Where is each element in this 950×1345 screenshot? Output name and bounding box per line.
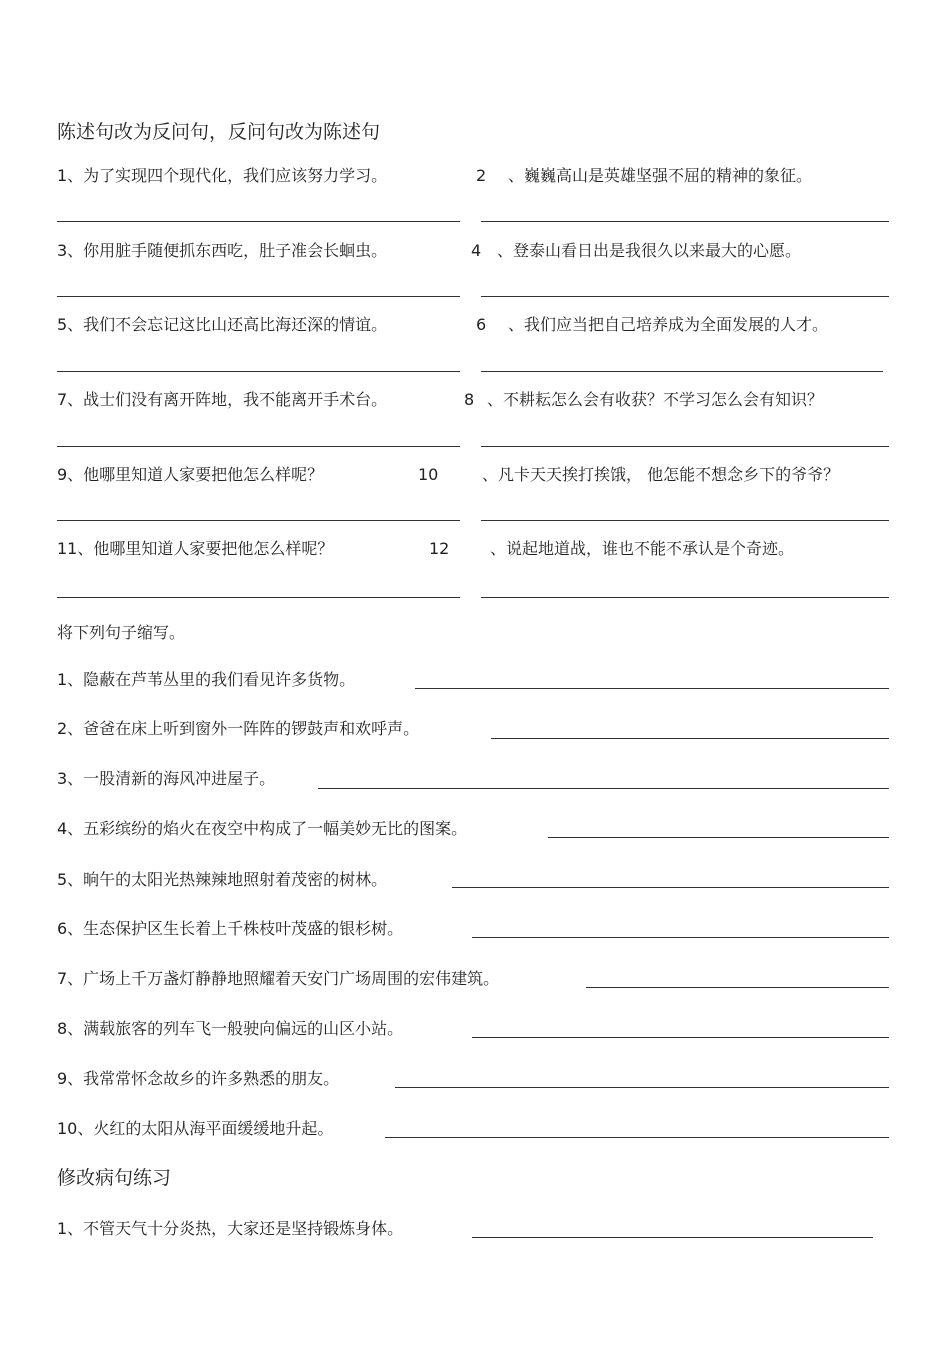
sentence-text: 5、晌午的太阳光热辣辣地照射着茂密的树林。 xyxy=(57,870,388,889)
question-text: 、巍巍高山是英雄坚强不屈的精神的象征。 xyxy=(508,166,813,185)
answer-line[interactable] xyxy=(57,597,460,598)
section-heading: 将下列句子缩写。 xyxy=(57,623,186,642)
question-text: 7、战士们没有离开阵地，我不能离开手术台。 xyxy=(57,390,388,409)
answer-line[interactable] xyxy=(57,296,460,297)
answer-line[interactable] xyxy=(491,738,889,739)
answer-line[interactable] xyxy=(57,371,460,372)
answer-line[interactable] xyxy=(415,688,889,689)
question-number: 12 xyxy=(429,539,450,558)
answer-line[interactable] xyxy=(472,937,889,938)
sentence-text: 1、不管天气十分炎热，大家还是坚持锻炼身体。 xyxy=(57,1219,404,1238)
question-text: 、我们应当把自己培养成为全面发展的人才。 xyxy=(508,315,829,334)
question-text: 3、你用脏手随便抓东西吃，肚子准会长蛔虫。 xyxy=(57,241,388,260)
answer-line[interactable] xyxy=(481,221,889,222)
question-number: 2 xyxy=(476,166,487,185)
answer-line[interactable] xyxy=(472,1237,873,1238)
answer-line[interactable] xyxy=(481,446,889,447)
answer-line[interactable] xyxy=(481,597,889,598)
question-text: 、不耕耘怎么会有收获？不学习怎么会有知识？ xyxy=(487,390,824,409)
sentence-text: 1、隐蔽在芦苇丛里的我们看见许多货物。 xyxy=(57,670,356,689)
sentence-text: 8、满载旅客的列车飞一般驶向偏远的山区小站。 xyxy=(57,1019,404,1038)
section-heading: 修改病句练习 xyxy=(57,1167,172,1189)
question-text: 11、他哪里知道人家要把他怎么样呢？ xyxy=(57,539,334,558)
section-heading: 陈述句改为反问句，反问句改为陈述句 xyxy=(57,121,381,143)
sentence-text: 9、我常常怀念故乡的许多熟悉的朋友。 xyxy=(57,1069,340,1088)
question-text: 、登泰山看日出是我很久以来最大的心愿。 xyxy=(497,241,802,260)
sentence-text: 4、五彩缤纷的焰火在夜空中构成了一幅美妙无比的图案。 xyxy=(57,819,468,838)
answer-line[interactable] xyxy=(318,788,889,789)
question-text: 1、为了实现四个现代化，我们应该努力学习。 xyxy=(57,166,388,185)
answer-line[interactable] xyxy=(57,221,460,222)
answer-line[interactable] xyxy=(481,371,883,372)
question-number: 6 xyxy=(476,315,487,334)
question-text: 、凡卡天天挨打挨饿， 他怎能不想念乡下的爷爷？ xyxy=(482,465,840,484)
answer-line[interactable] xyxy=(57,520,460,521)
answer-line[interactable] xyxy=(472,1037,889,1038)
question-number: 4 xyxy=(471,241,482,260)
answer-line[interactable] xyxy=(57,446,460,447)
sentence-text: 7、广场上千万盏灯静静地照耀着天安门广场周围的宏伟建筑。 xyxy=(57,969,500,988)
sentence-text: 10、火红的太阳从海平面缓缓地升起。 xyxy=(57,1119,334,1138)
question-text: 5、我们不会忘记这比山还高比海还深的情谊。 xyxy=(57,315,388,334)
answer-line[interactable] xyxy=(586,987,889,988)
sentence-text: 6、生态保护区生长着上千株枝叶茂盛的银杉树。 xyxy=(57,919,404,938)
question-number: 8 xyxy=(464,390,475,409)
answer-line[interactable] xyxy=(395,1087,889,1088)
sentence-text: 3、一股清新的海风冲进屋子。 xyxy=(57,769,276,788)
question-text: 9、他哪里知道人家要把他怎么样呢？ xyxy=(57,465,324,484)
answer-line[interactable] xyxy=(548,837,889,838)
answer-line[interactable] xyxy=(481,520,889,521)
answer-line[interactable] xyxy=(452,887,889,888)
question-number: 10 xyxy=(418,465,439,484)
question-text: 、说起地道战，谁也不能不承认是个奇迹。 xyxy=(490,539,795,558)
answer-line[interactable] xyxy=(385,1137,889,1138)
sentence-text: 2、爸爸在床上听到窗外一阵阵的锣鼓声和欢呼声。 xyxy=(57,719,420,738)
answer-line[interactable] xyxy=(481,296,889,297)
